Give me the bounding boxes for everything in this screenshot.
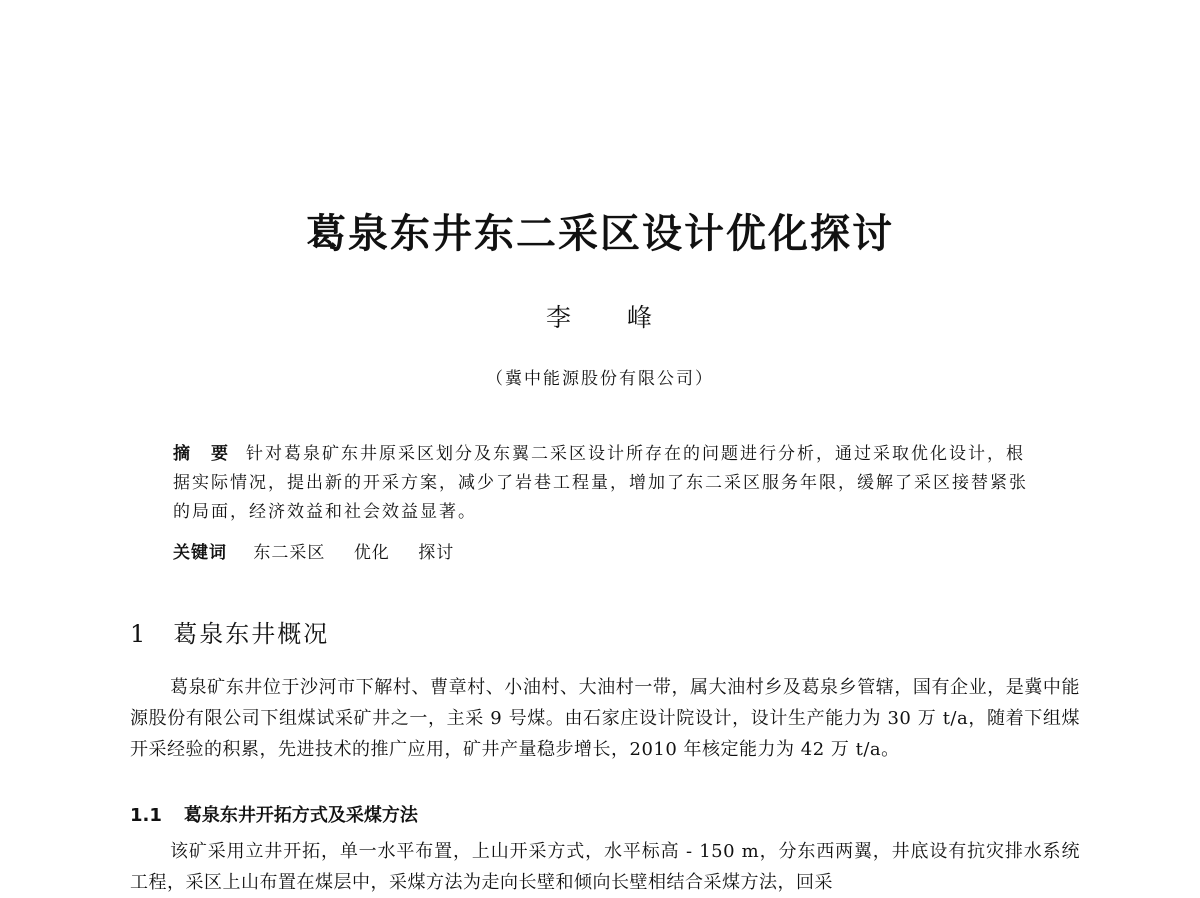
section-heading	[130, 616, 1030, 652]
paper-title: 葛泉东井东二采区设计优化探讨	[306, 211, 894, 257]
abstract-text: 针对葛泉矿东井原采区划分及东翼二采区设计所存在的问题进行分析，通过采取优化设计，根据实际情况，提出新的开采方案，减少了岩巷工程量，增加了东二采区服务年限，缓解了采区接替紧张的局面，经济效益和社会效益显著。	[173, 444, 1028, 522]
author-affiliation: （冀中能源股份有限公司）	[486, 369, 714, 389]
subsection-title: 葛泉东井开拓方式及采煤方法	[183, 805, 418, 826]
section-number: 1	[130, 620, 148, 648]
subsection-heading	[130, 801, 1030, 831]
section-paragraph: 葛泉矿东井位于沙河市下解村、曹章村、小油村、大油村一带，属大油村乡及葛泉乡管辖，国有企业，是冀中能源股份有限公司下组煤试采矿井之一，主采 9 号煤。由石家庄设计院设计，设计生产能力为 30 万 t/a，随着下组煤开采经验的积累，先进技术的推广应用，矿井产量稳步增长，2010 年核定能力为 42 万 t/a。	[130, 677, 1080, 760]
keywords	[173, 539, 1043, 567]
abstract-label: 摘 要	[173, 444, 230, 464]
subsection-paragraph: 该矿采用立井开拓，单一水平布置，上山开采方式，水平标高 - 150 m，分东西两翼，井底设有抗灾排水系统工程，采区上山布置在煤层中，采煤方法为走向长壁和倾向长壁相结合采煤方法，回采	[130, 841, 1080, 893]
keyword: 探讨	[418, 543, 455, 563]
author-name: 李 峰	[545, 303, 654, 332]
keyword: 优化	[353, 543, 390, 563]
section-title: 葛泉东井概况	[173, 620, 330, 648]
abstract	[173, 440, 1043, 527]
keywords-label: 关键词	[173, 543, 227, 563]
subsection-number: 1.1	[130, 805, 162, 826]
keyword: 东二采区	[253, 543, 326, 563]
